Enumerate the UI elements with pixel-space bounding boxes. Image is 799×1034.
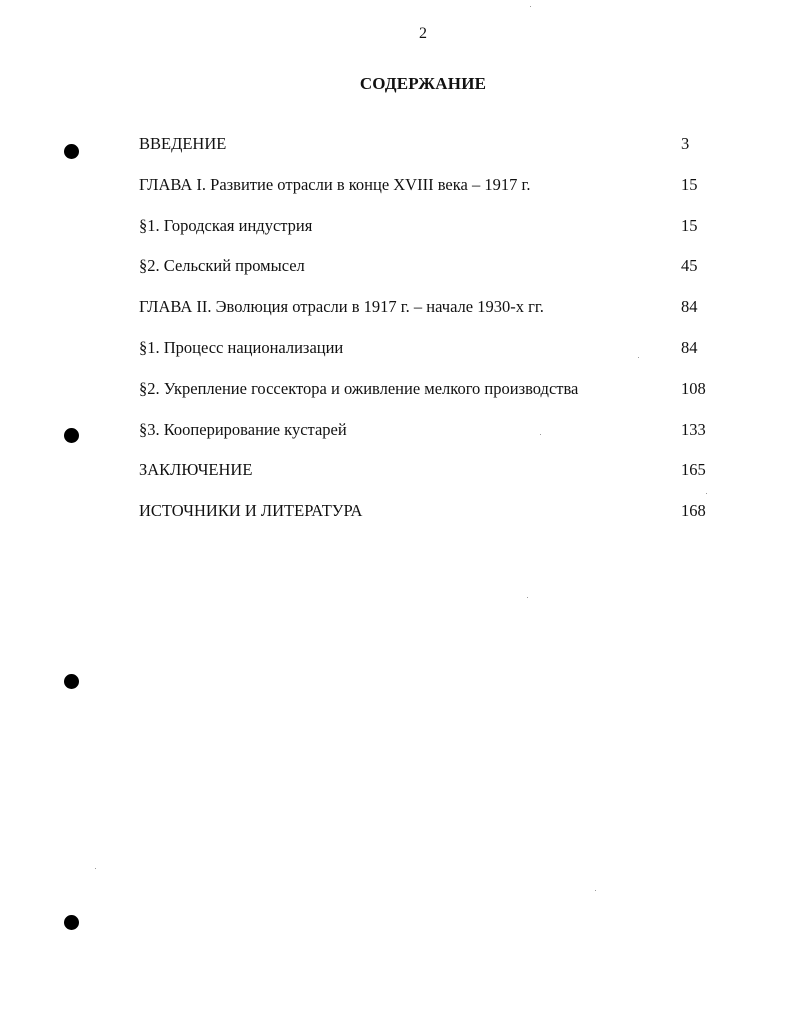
toc-entry-page: 15 [681, 215, 698, 235]
toc-entry-conclusion [139, 460, 709, 501]
scan-speck [540, 434, 541, 435]
binder-hole-mark [64, 144, 79, 159]
toc-entry-label: ВВЕДЕНИЕ [139, 134, 227, 153]
toc-entry-label: ИСТОЧНИКИ И ЛИТЕРАТУРА [139, 501, 363, 521]
scan-speck [706, 493, 707, 494]
toc-entry-introduction [139, 134, 709, 175]
scan-speck [527, 597, 528, 598]
binder-hole-mark [64, 915, 79, 930]
page-title: СОДЕРЖАНИЕ [359, 74, 487, 93]
toc-entry-page: 3 [681, 134, 690, 153]
table-of-contents [139, 134, 709, 542]
toc-entry-label: ГЛАВА I. Развитие отрасли в конце XVIII века – 1917 г. [139, 174, 531, 194]
toc-entry-page: 165 [681, 460, 706, 480]
toc-entry-label: ЗАКЛЮЧЕНИЕ [139, 460, 253, 480]
toc-entry-page: 108 [681, 378, 706, 398]
toc-entry-chapter-2 [139, 297, 709, 338]
page-number: 2 [419, 25, 427, 42]
toc-entry-chapter-1 [139, 175, 709, 216]
scan-speck [595, 890, 596, 891]
toc-entry-page: 15 [681, 174, 698, 194]
toc-entry-chapter-1-section-2 [139, 256, 709, 297]
binder-hole-mark [64, 428, 79, 443]
toc-entry-label: ГЛАВА II. Эволюция отрасли в 1917 г. – начале 1930-х гг. [139, 297, 544, 317]
toc-entry-chapter-2-section-2 [139, 379, 709, 420]
toc-entry-sources [139, 501, 709, 542]
scan-speck [95, 868, 96, 869]
toc-entry-label: §2. Сельский промысел [139, 256, 305, 276]
scan-speck [638, 357, 639, 358]
toc-entry-chapter-2-section-3 [139, 420, 709, 461]
toc-entry-page: 133 [681, 419, 706, 439]
toc-entry-page: 45 [681, 256, 698, 276]
toc-entry-label: §2. Укрепление госсектора и оживление мелкого производства [139, 378, 579, 398]
toc-entry-chapter-1-section-1 [139, 216, 709, 257]
toc-entry-page: 168 [681, 501, 706, 521]
toc-entry-label: §3. Кооперирование кустарей [139, 419, 347, 439]
binder-hole-mark [64, 674, 79, 689]
toc-entry-page: 84 [681, 297, 698, 317]
toc-entry-page: 84 [681, 337, 698, 357]
toc-entry-label: §1. Процесс национализации [139, 337, 344, 357]
toc-entry-chapter-2-section-1 [139, 338, 709, 379]
scan-speck [530, 6, 531, 7]
toc-entry-label: §1. Городская индустрия [139, 215, 313, 235]
